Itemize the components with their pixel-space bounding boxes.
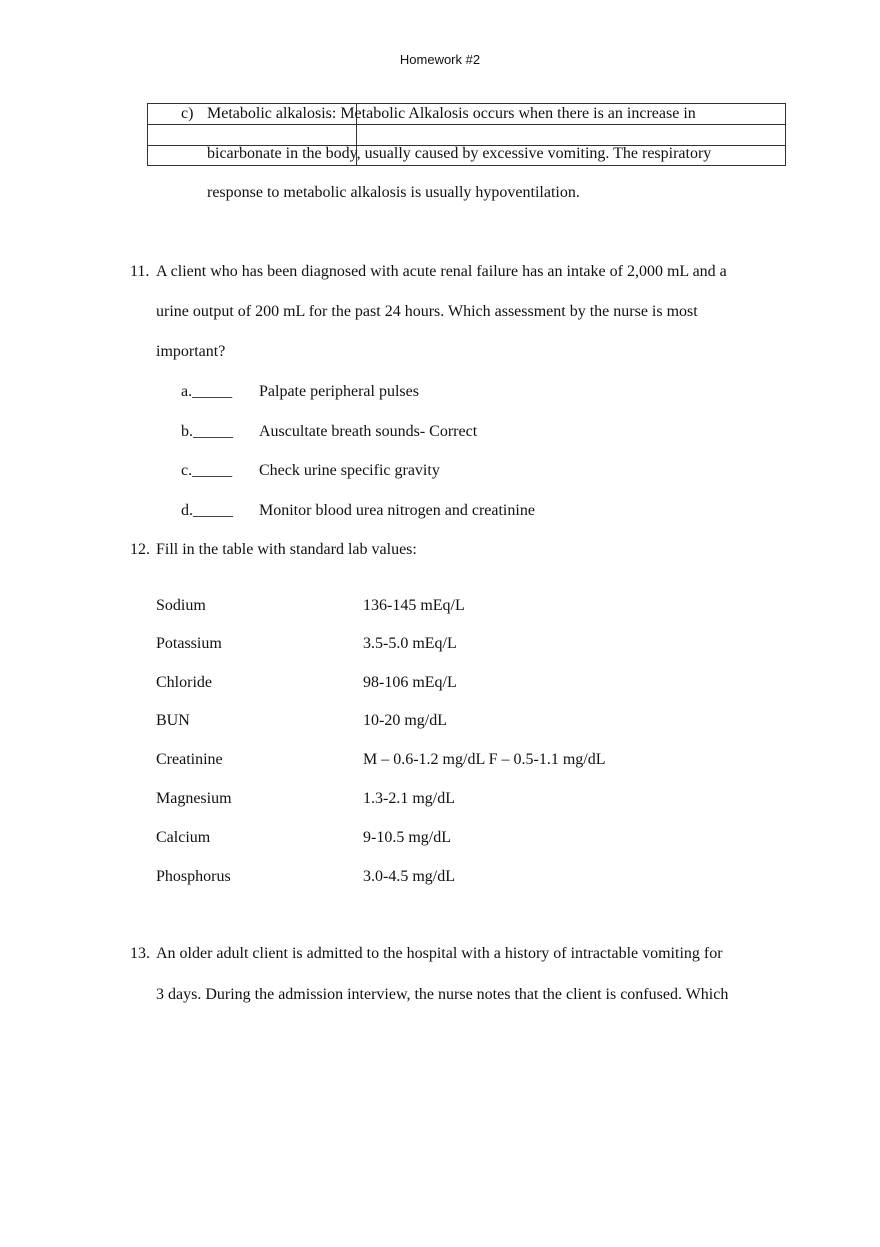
q11-option-text: Auscultate breath sounds- Correct (259, 423, 478, 440)
q13-number: 13. (130, 945, 150, 962)
lab-name: Phosphorus (156, 868, 231, 885)
q11-option-text: Palpate peripheral pulses (259, 383, 419, 400)
page-header: Homework #2 (399, 52, 481, 67)
lab-value: 10-20 mg/dL (363, 712, 447, 729)
q11-option-text: Check urine specific gravity (259, 462, 440, 479)
lab-name: Magnesium (156, 790, 232, 807)
lab-value: M – 0.6-1.2 mg/dL F – 0.5-1.1 mg/dL (363, 751, 606, 768)
q11-line: A client who has been diagnosed with acute renal failure has an intake of 2,000 mL and a (156, 263, 727, 280)
lab-name: Potassium (156, 635, 222, 652)
lab-name: Creatinine (156, 751, 223, 768)
table-row-divider (147, 124, 785, 125)
q11-option-letter: a._____ (181, 383, 233, 400)
q12-prompt: Fill in the table with standard lab values: (156, 541, 417, 558)
lab-name: Calcium (156, 829, 211, 846)
q11-option-letter: c._____ (181, 462, 233, 479)
q10c-line1 (207, 104, 696, 124)
lab-name: Chloride (156, 674, 212, 691)
lab-value: 98-106 mEq/L (363, 674, 457, 691)
lab-value: 136-145 mEq/L (363, 597, 465, 614)
lab-value: 3.5-5.0 mEq/L (363, 635, 457, 652)
lab-name: Sodium (156, 597, 206, 614)
q11-option-text: Monitor blood urea nitrogen and creatinine (259, 502, 535, 519)
q10c-text: Metabolic Alkalosis occurs when there is an increase in (340, 105, 696, 122)
q10c-term: Metabolic alkalosis: (207, 105, 341, 122)
q13-line: An older adult client is admitted to the hospital with a history of intractable vomiting for (156, 945, 723, 962)
q11-line: important? (156, 343, 226, 360)
lab-value: 9-10.5 mg/dL (363, 829, 451, 846)
lab-value: 3.0-4.5 mg/dL (363, 868, 455, 885)
lab-value: 1.3-2.1 mg/dL (363, 790, 455, 807)
q11-option-letter: d._____ (181, 502, 233, 519)
q12-number: 12. (130, 541, 150, 558)
q10c-marker: c) (181, 105, 194, 122)
q11-number: 11. (130, 263, 150, 280)
q10c-line2: bicarbonate in the body, usually caused by excessive vomiting. The respiratory (207, 145, 712, 162)
q13-line: 3 days. During the admission interview, the nurse notes that the client is confused. Which (156, 986, 729, 1003)
q10c-line3: response to metabolic alkalosis is usually hypoventilation. (207, 184, 580, 201)
q11-option-letter: b._____ (181, 423, 233, 440)
q11-line: urine output of 200 mL for the past 24 hours. Which assessment by the nurse is most (156, 303, 698, 320)
lab-name: BUN (156, 712, 190, 729)
